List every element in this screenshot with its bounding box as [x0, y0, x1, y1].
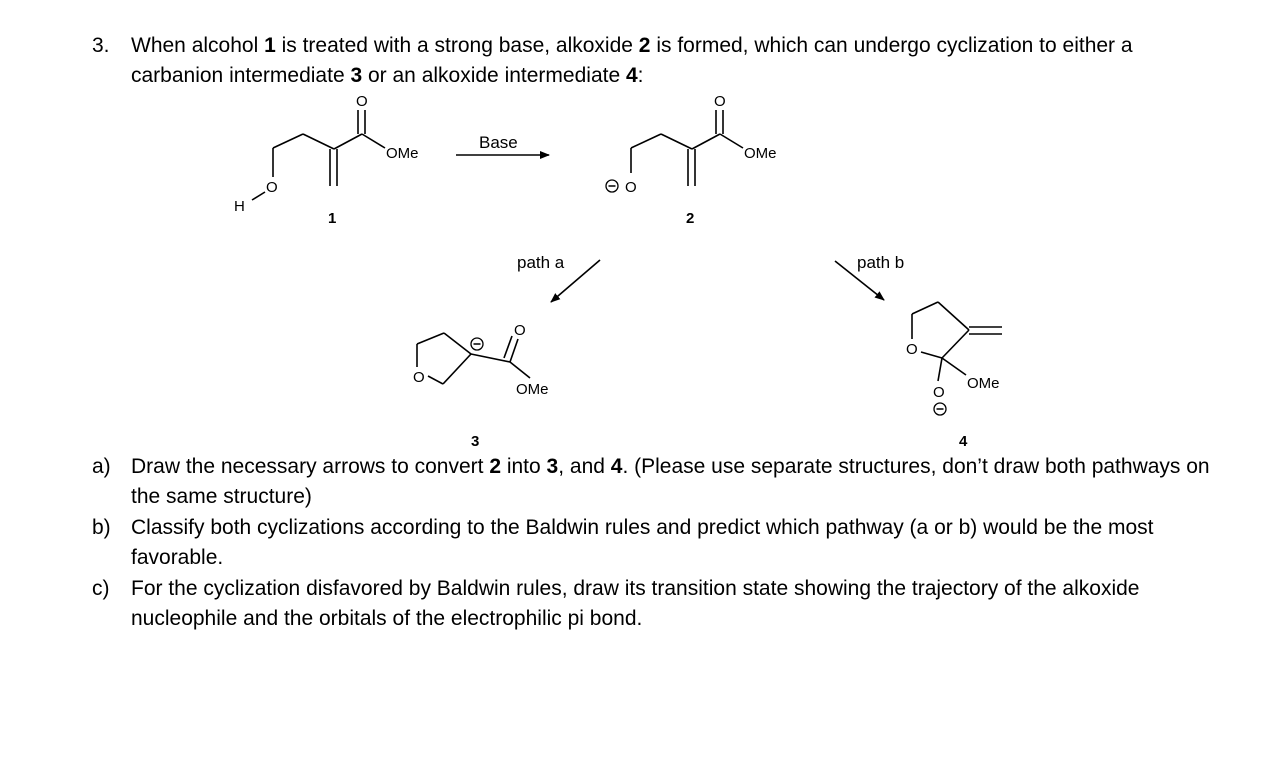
base-label: Base: [479, 133, 518, 152]
part-seg: Draw the necessary arrows to convert: [131, 455, 490, 478]
carbonyl-oxygen-2: O: [714, 93, 726, 110]
negative-charge-icon: [606, 180, 618, 192]
methoxy-4: OMe: [967, 375, 1000, 392]
question-number: 3.: [92, 34, 110, 57]
part-b-letter: b): [92, 516, 111, 539]
intro-seg: :: [637, 64, 644, 87]
compound-ref: 2: [489, 455, 501, 478]
carbonyl-oxygen-3: O: [514, 322, 526, 339]
alkoxide-oxygen-2: O: [625, 179, 637, 196]
part-seg: . (Please use separate structures, don’t draw both pathways on the same structure): [131, 455, 1210, 508]
methoxy-3: OMe: [516, 381, 549, 398]
part-a-letter: a): [92, 455, 111, 478]
hydroxyl-hydrogen-1: H: [234, 198, 245, 215]
carbonyl-oxygen-1: O: [356, 93, 368, 110]
ring-oxygen-3: O: [413, 369, 425, 386]
compound-4-structure: [912, 302, 1002, 381]
compound-ref: 1: [264, 34, 276, 57]
compound-ref: 3: [350, 64, 363, 87]
part-seg: For the cyclization disfavored by Baldwin rules, draw its transition state showing the trajectory of the alkoxide nucleophile and the orbitals of the electrophilic pi bond.: [131, 577, 1140, 630]
compound-ref: 4: [610, 455, 623, 478]
negative-charge-icon: [471, 338, 483, 350]
compound-label-4: 4: [959, 433, 968, 450]
methoxy-1: OMe: [386, 145, 419, 162]
intro-seg: is treated with a strong base, alkoxide: [275, 34, 639, 57]
part-seg: Classify both cyclizations according to the Baldwin rules and predict which pathway (a or b) would be the most favorable.: [131, 516, 1154, 569]
compound-ref: 2: [638, 34, 651, 57]
intro-seg: When alcohol: [131, 34, 265, 57]
compound-label-3: 3: [471, 433, 480, 450]
part-seg: into: [501, 455, 547, 478]
path-b-label: path b: [857, 253, 905, 272]
part-c-letter: c): [92, 577, 110, 600]
alkoxide-oxygen-4: O: [933, 384, 945, 401]
intro-seg: or an alkoxide intermediate: [362, 64, 626, 87]
part-c-text: [131, 574, 1191, 634]
methoxy-2: OMe: [744, 145, 777, 162]
part-a-text: [131, 452, 1211, 512]
hydroxyl-oxygen-1: O: [266, 179, 278, 196]
negative-charge-icon: [934, 403, 946, 415]
part-b-text: [131, 513, 1191, 573]
compound-ref: 4: [625, 64, 638, 87]
compound-2-structure: [631, 110, 743, 186]
intro-seg: is formed, which can undergo cyclization to either a carbanion intermediate: [131, 34, 1133, 87]
path-a-label: path a: [517, 253, 565, 272]
compound-label-2: 2: [686, 210, 695, 227]
compound-label-1: 1: [328, 210, 337, 227]
compound-ref: 3: [546, 455, 559, 478]
part-seg: , and: [558, 455, 611, 478]
ring-oxygen-4: O: [906, 341, 918, 358]
compound-3-structure: [417, 333, 530, 384]
